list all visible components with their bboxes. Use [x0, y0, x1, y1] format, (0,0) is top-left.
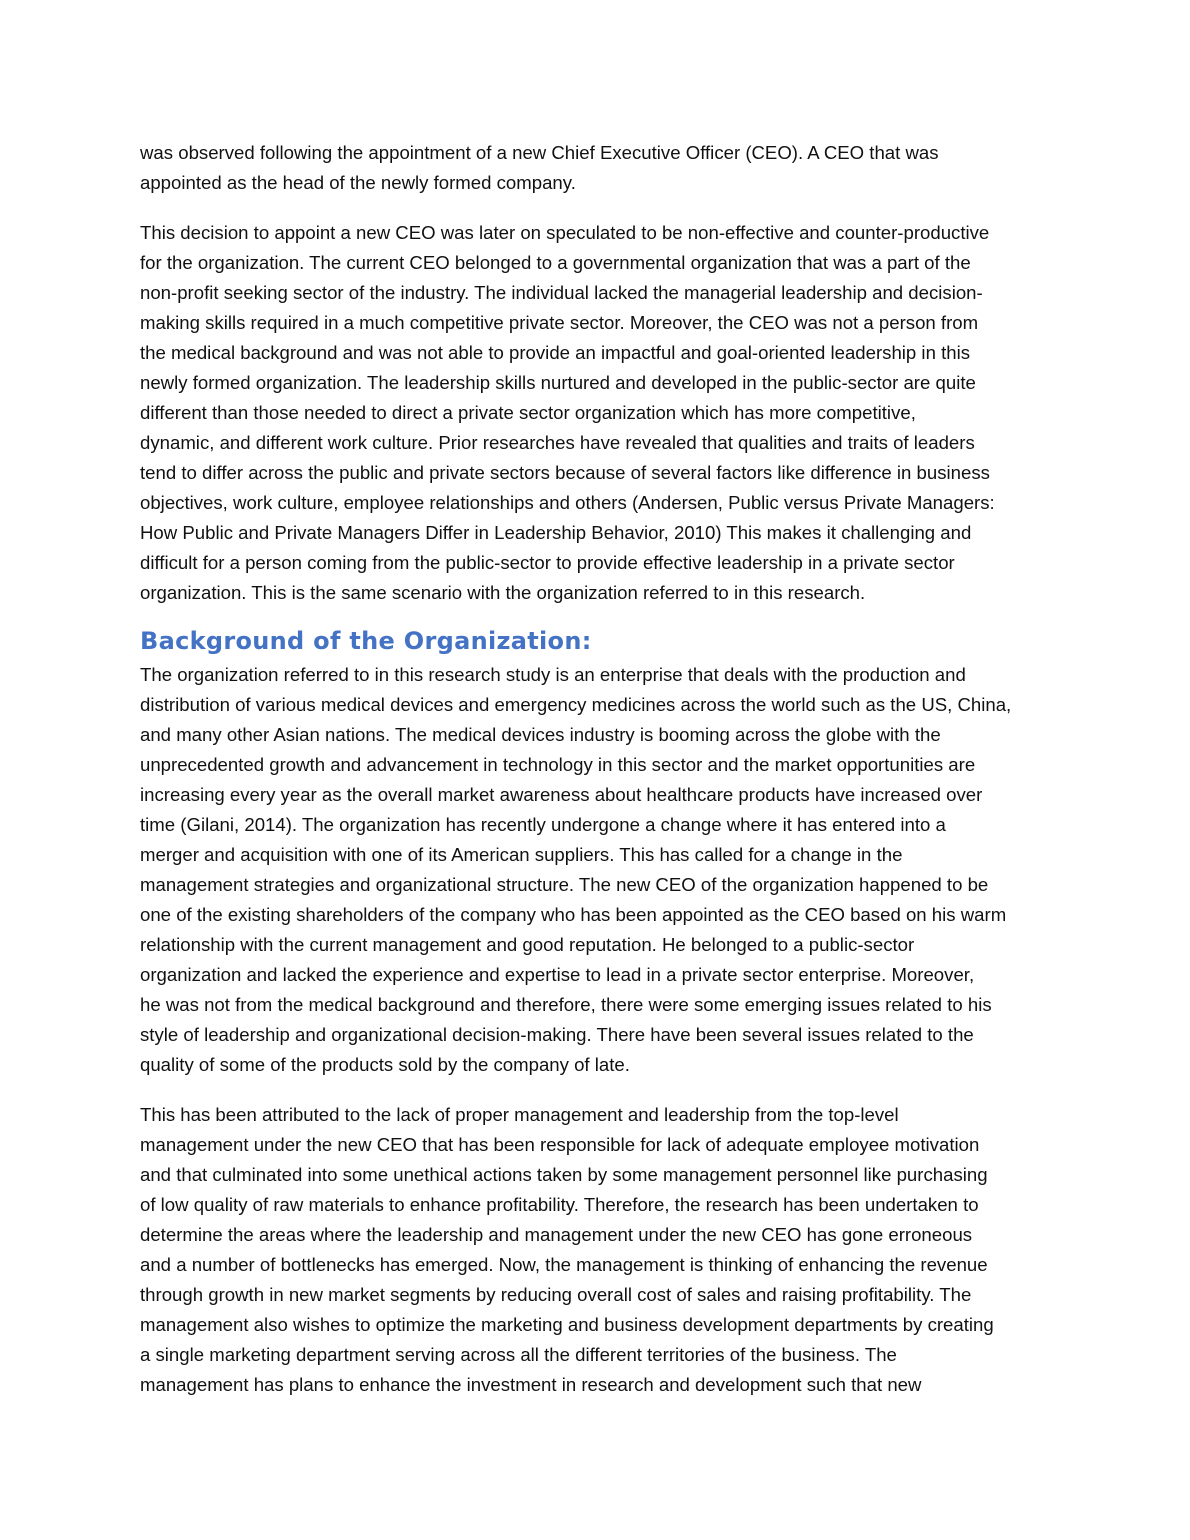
text-line: merger and acquisition with one of its American suppliers. This has called for a change in the: [140, 844, 903, 865]
text-line: determine the areas where the leadership and management under the new CEO has gone erroneous: [140, 1224, 973, 1245]
text-line: increasing every year as the overall market awareness about healthcare products have increased over: [140, 784, 983, 805]
text-line: for the organization. The current CEO belonged to a governmental organization that was a part of the: [140, 252, 971, 273]
text-line: The organization referred to in this research study is an enterprise that deals with the production and: [140, 664, 966, 685]
text-line: and many other Asian nations. The medical devices industry is booming across the globe with the: [140, 724, 941, 745]
text-line: management under the new CEO that has been responsible for lack of adequate employee motivation: [140, 1134, 980, 1155]
text-line: organization. This is the same scenario with the organization referred to in this research.: [140, 582, 866, 603]
paragraph-management-issues: [140, 1100, 1052, 1400]
paragraph-intro-continuation: [140, 138, 1052, 198]
text-line: organization and lacked the experience and expertise to lead in a private sector enterprise. Moreover,: [140, 964, 975, 985]
document-body: [140, 138, 1052, 1420]
text-line: and a number of bottlenecks has emerged. Now, the management is thinking of enhancing the revenue: [140, 1254, 988, 1275]
text-line: objectives, work culture, employee relationships and others (Andersen, Public versus Private Managers:: [140, 492, 995, 513]
text-line: management also wishes to optimize the marketing and business development departments by creating: [140, 1314, 994, 1335]
text-line: distribution of various medical devices and emergency medicines across the world such as the US, China,: [140, 694, 1012, 715]
text-line: was observed following the appointment of a new Chief Executive Officer (CEO). A CEO that was: [140, 142, 939, 163]
text-line: making skills required in a much competitive private sector. Moreover, the CEO was not a person from: [140, 312, 979, 333]
text-line: This has been attributed to the lack of proper management and leadership from the top-level: [140, 1104, 899, 1125]
text-line: How Public and Private Managers Differ in Leadership Behavior, 2010) This makes it challenging and: [140, 522, 972, 543]
text-line: non-profit seeking sector of the industry. The individual lacked the managerial leadership and decision-: [140, 282, 983, 303]
paragraph-ceo-decision: [140, 218, 1052, 608]
text-line: through growth in new market segments by reducing overall cost of sales and raising profitability. The: [140, 1284, 972, 1305]
section-heading: Background of the Organization:: [140, 627, 592, 655]
text-line: he was not from the medical background and therefore, there were some emerging issues related to his: [140, 994, 992, 1015]
text-line: quality of some of the products sold by the company of late.: [140, 1054, 630, 1075]
text-line: relationship with the current management and good reputation. He belonged to a public-sector: [140, 934, 915, 955]
text-line: appointed as the head of the newly formed company.: [140, 172, 576, 193]
text-line: This decision to appoint a new CEO was later on speculated to be non-effective and counter-productive: [140, 222, 990, 243]
text-line: and that culminated into some unethical actions taken by some management personnel like purchasing: [140, 1164, 988, 1185]
text-line: one of the existing shareholders of the company who has been appointed as the CEO based on his warm: [140, 904, 1007, 925]
text-line: management strategies and organizational structure. The new CEO of the organization happened to be: [140, 874, 989, 895]
text-line: the medical background and was not able to provide an impactful and goal-oriented leadership in this: [140, 342, 971, 363]
text-line: style of leadership and organizational decision-making. There have been several issues related to the: [140, 1024, 974, 1045]
text-line: difficult for a person coming from the public-sector to provide effective leadership in a private sector: [140, 552, 955, 573]
text-line: a single marketing department serving across all the different territories of the business. The: [140, 1344, 897, 1365]
text-line: management has plans to enhance the investment in research and development such that new: [140, 1374, 922, 1395]
paragraph-organization-background: [140, 660, 1052, 1080]
text-line: dynamic, and different work culture. Prior researches have revealed that qualities and traits of leaders: [140, 432, 975, 453]
text-line: different than those needed to direct a private sector organization which has more competitive,: [140, 402, 916, 423]
text-line: unprecedented growth and advancement in technology in this sector and the market opportunities are: [140, 754, 976, 775]
text-line: tend to differ across the public and private sectors because of several factors like difference in business: [140, 462, 990, 483]
text-line: of low quality of raw materials to enhance profitability. Therefore, the research has been undertaken to: [140, 1194, 979, 1215]
text-line: newly formed organization. The leadership skills nurtured and developed in the public-sector are quite: [140, 372, 976, 393]
text-line: time (Gilani, 2014). The organization has recently undergone a change where it has entered into a: [140, 814, 946, 835]
